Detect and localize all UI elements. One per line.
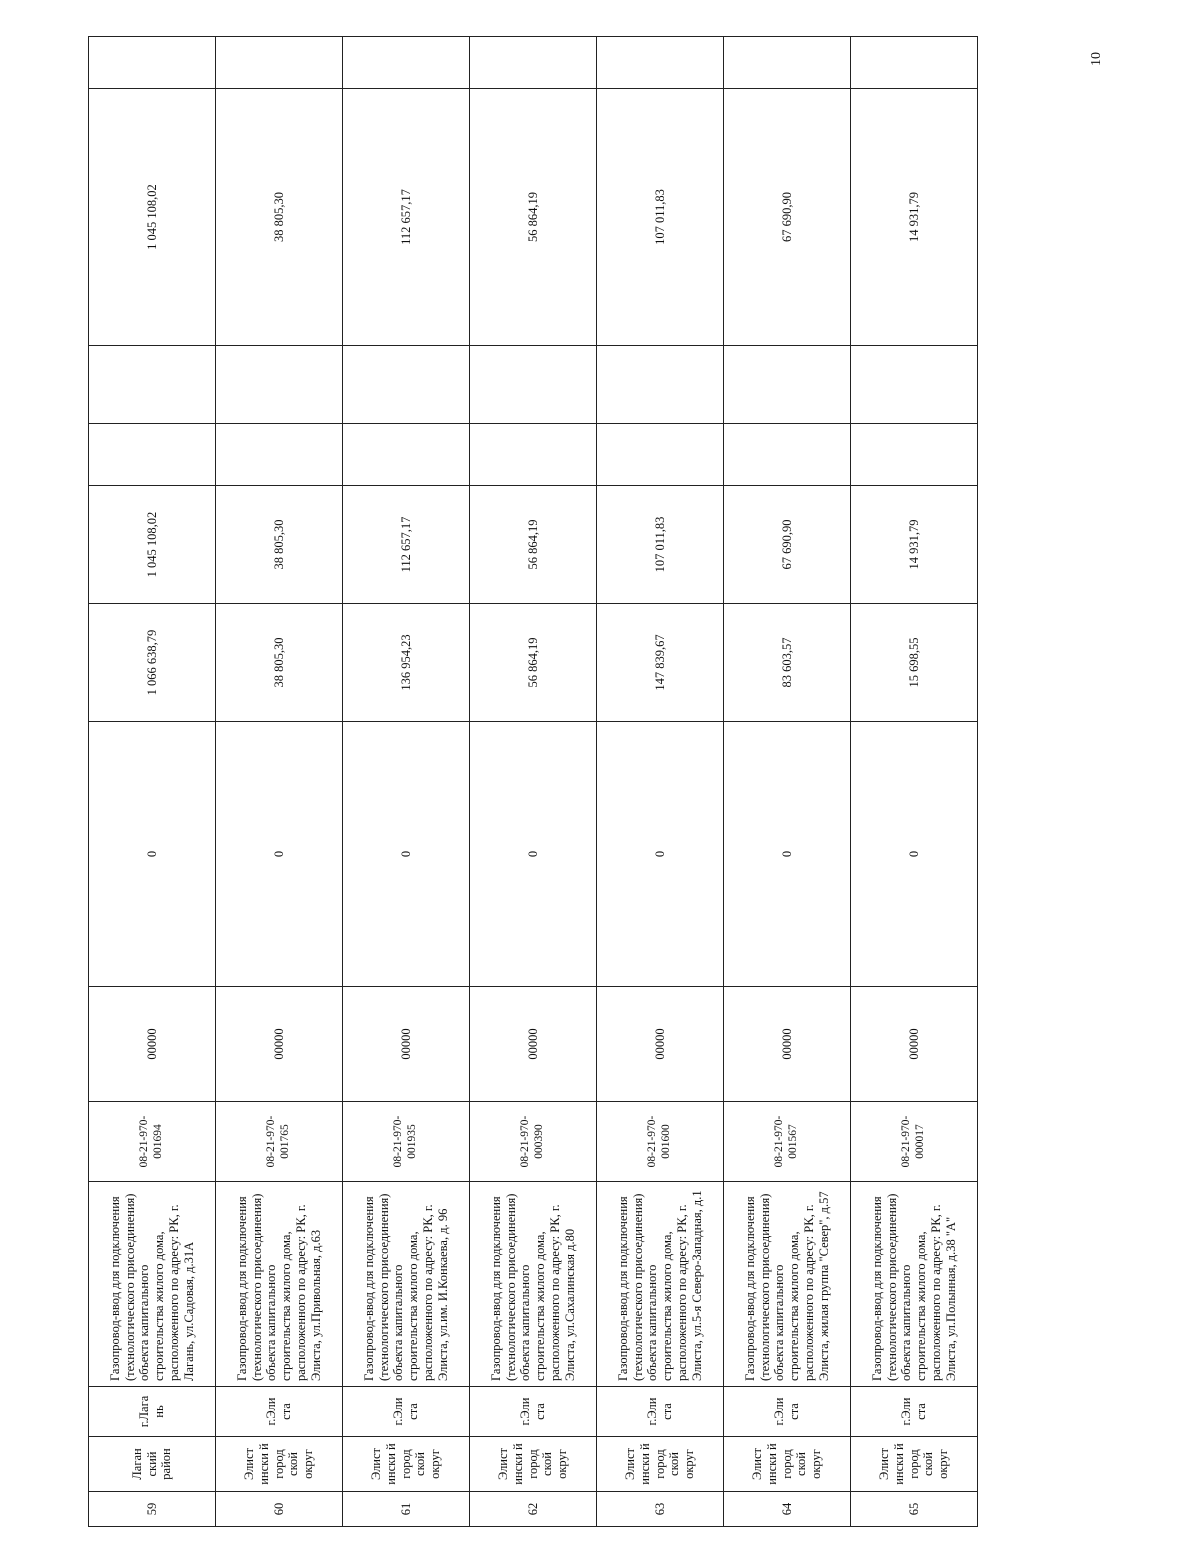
empty-cell — [216, 37, 343, 89]
object-name-cell: Газопровод-ввод для подключения (технологического присоединения) объекта капитального строительства жилого дома, расположенного по адресу: РК, г. Элиста, ул.Привольная, д.63 — [216, 1182, 343, 1387]
value-zero-cell: 0 — [597, 722, 724, 987]
registry-table — [88, 36, 978, 1527]
settlement-cell: г.Эли ста — [343, 1387, 470, 1437]
district-cell: Элист ински й город ской округ — [343, 1437, 470, 1492]
code-zero-cell: 00000 — [724, 987, 851, 1102]
empty-cell — [470, 424, 597, 486]
settlement-cell: г.Эли ста — [724, 1387, 851, 1437]
contract-cost-cell: 38 805,30 — [216, 486, 343, 604]
empty-cell — [343, 346, 470, 424]
page-number: 10 — [1089, 52, 1104, 66]
empty-cell — [851, 346, 978, 424]
object-name-cell: Газопровод-ввод для подключения (технологического присоединения) объекта капитального строительства жилого дома, расположенного по адресу: РК, г. Элиста, ул.5-я Северо-Западная, д.1 — [597, 1182, 724, 1387]
empty-cell — [724, 346, 851, 424]
district-cell: Элист ински й город ской округ — [851, 1437, 978, 1492]
object-name-cell: Газопровод-ввод для подключения (технологического присоединения) объекта капитального строительства жилого дома, расположенного по адресу: РК, г. Элиста, ул.Полынная, д.38 "А" — [851, 1182, 978, 1387]
code-zero-cell: 00000 — [89, 987, 216, 1102]
object-code-cell: 08-21-970-001765 — [216, 1102, 343, 1182]
row-number: 59 — [89, 1492, 216, 1527]
total-cost-cell: 56 864,19 — [470, 89, 597, 346]
object-code-cell: 08-21-970-001567 — [724, 1102, 851, 1182]
estimated-cost-cell: 15 698,55 — [851, 604, 978, 722]
table-row — [597, 37, 724, 1527]
value-zero-cell: 0 — [470, 722, 597, 987]
empty-cell — [470, 346, 597, 424]
settlement-cell: г.Эли ста — [851, 1387, 978, 1437]
district-cell: Элист ински й город ской округ — [216, 1437, 343, 1492]
value-zero-cell: 0 — [851, 722, 978, 987]
estimated-cost-cell: 136 954,23 — [343, 604, 470, 722]
contract-cost-cell: 67 690,90 — [724, 486, 851, 604]
estimated-cost-cell: 38 805,30 — [216, 604, 343, 722]
empty-cell — [343, 424, 470, 486]
object-name-cell: Газопровод-ввод для подключения (технологического присоединения) объекта капитального строительства жилого дома, расположенного по адресу: РК, г. Элиста, жилая группа "Север", д.57 — [724, 1182, 851, 1387]
object-name-cell: Газопровод-ввод для подключения (технологического присоединения) объекта капитального строительства жилого дома, расположенного по адресу: РК, г. Лагань, ул.Садовая, д.31А — [89, 1182, 216, 1387]
object-name-cell: Газопровод-ввод для подключения (технологического присоединения) объекта капитального строительства жилого дома, расположенного по адресу: РК, г. Элиста, ул.им. И.Конкаева, д. 96 — [343, 1182, 470, 1387]
row-number: 61 — [343, 1492, 470, 1527]
table-row — [470, 37, 597, 1527]
empty-cell — [597, 37, 724, 89]
contract-cost-cell: 107 011,83 — [597, 486, 724, 604]
total-cost-cell: 107 011,83 — [597, 89, 724, 346]
total-cost-cell: 14 931,79 — [851, 89, 978, 346]
empty-cell — [851, 424, 978, 486]
estimated-cost-cell: 83 603,57 — [724, 604, 851, 722]
table-row — [343, 37, 470, 1527]
table-row — [89, 37, 216, 1527]
settlement-cell: г.Лага нь — [89, 1387, 216, 1437]
estimated-cost-cell: 56 864,19 — [470, 604, 597, 722]
empty-cell — [216, 346, 343, 424]
code-zero-cell: 00000 — [343, 987, 470, 1102]
district-cell: Элист ински й город ской округ — [724, 1437, 851, 1492]
district-cell: Элист ински й город ской округ — [470, 1437, 597, 1492]
empty-cell — [89, 346, 216, 424]
registry-table-wrapper — [88, 37, 978, 1527]
contract-cost-cell: 56 864,19 — [470, 486, 597, 604]
empty-cell — [89, 37, 216, 89]
value-zero-cell: 0 — [216, 722, 343, 987]
contract-cost-cell: 112 657,17 — [343, 486, 470, 604]
value-zero-cell: 0 — [89, 722, 216, 987]
empty-cell — [343, 37, 470, 89]
object-code-cell: 08-21-970-001694 — [89, 1102, 216, 1182]
row-number: 63 — [597, 1492, 724, 1527]
object-code-cell: 08-21-970-000017 — [851, 1102, 978, 1182]
total-cost-cell: 67 690,90 — [724, 89, 851, 346]
table-row — [851, 37, 978, 1527]
value-zero-cell: 0 — [343, 722, 470, 987]
empty-cell — [216, 424, 343, 486]
district-cell: Элист ински й город ской округ — [597, 1437, 724, 1492]
table-body — [89, 37, 978, 1527]
total-cost-cell: 1 045 108,02 — [89, 89, 216, 346]
settlement-cell: г.Эли ста — [216, 1387, 343, 1437]
object-code-cell: 08-21-970-000390 — [470, 1102, 597, 1182]
district-cell: Лаган ский район — [89, 1437, 216, 1492]
table-row — [216, 37, 343, 1527]
object-code-cell: 08-21-970-001935 — [343, 1102, 470, 1182]
code-zero-cell: 00000 — [851, 987, 978, 1102]
total-cost-cell: 112 657,17 — [343, 89, 470, 346]
settlement-cell: г.Эли ста — [597, 1387, 724, 1437]
object-code-cell: 08-21-970-001600 — [597, 1102, 724, 1182]
contract-cost-cell: 14 931,79 — [851, 486, 978, 604]
empty-cell — [724, 424, 851, 486]
empty-cell — [597, 424, 724, 486]
row-number: 65 — [851, 1492, 978, 1527]
empty-cell — [724, 37, 851, 89]
code-zero-cell: 00000 — [597, 987, 724, 1102]
contract-cost-cell: 1 045 108,02 — [89, 486, 216, 604]
estimated-cost-cell: 147 839,67 — [597, 604, 724, 722]
row-number: 62 — [470, 1492, 597, 1527]
code-zero-cell: 00000 — [216, 987, 343, 1102]
empty-cell — [597, 346, 724, 424]
settlement-cell: г.Эли ста — [470, 1387, 597, 1437]
empty-cell — [470, 37, 597, 89]
estimated-cost-cell: 1 066 638,79 — [89, 604, 216, 722]
value-zero-cell: 0 — [724, 722, 851, 987]
empty-cell — [851, 37, 978, 89]
row-number: 60 — [216, 1492, 343, 1527]
total-cost-cell: 38 805,30 — [216, 89, 343, 346]
code-zero-cell: 00000 — [470, 987, 597, 1102]
object-name-cell: Газопровод-ввод для подключения (технологического присоединения) объекта капитального строительства жилого дома, расположенного по адресу: РК, г. Элиста, ул.Сахалинская д.80 — [470, 1182, 597, 1387]
row-number: 64 — [724, 1492, 851, 1527]
empty-cell — [89, 424, 216, 486]
table-row — [724, 37, 851, 1527]
